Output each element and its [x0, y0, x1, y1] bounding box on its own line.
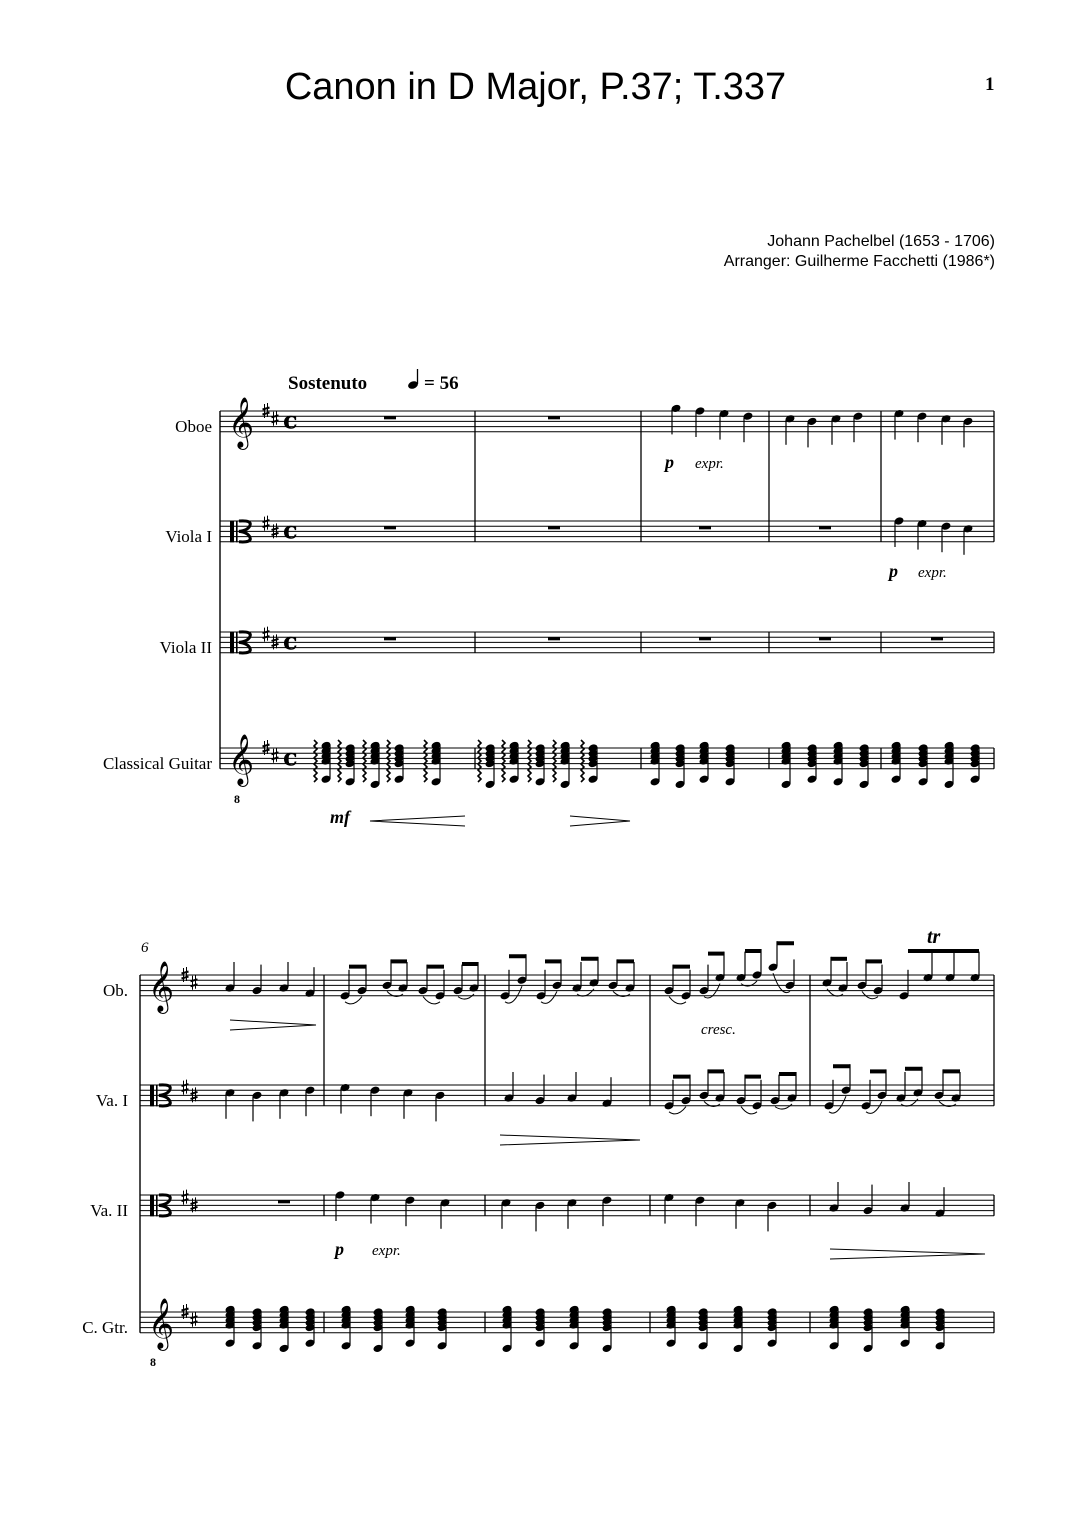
note [340, 1083, 351, 1114]
note [923, 952, 934, 983]
dynamic-mf: mf [330, 807, 350, 827]
note [768, 941, 779, 972]
clef-bar [156, 1195, 158, 1217]
note [370, 1193, 381, 1224]
sharp-stroke [272, 528, 279, 530]
clef-bar [230, 521, 234, 543]
note [567, 1072, 578, 1103]
chord [666, 1305, 677, 1348]
whole-rest-icon [699, 637, 711, 640]
decrescendo-hairpin [830, 1249, 985, 1259]
sharp-icon [263, 516, 270, 531]
common-time-icon: c [283, 626, 298, 656]
instrument-short-guitar: C. Gtr. [82, 1318, 128, 1337]
chord [345, 743, 356, 786]
note [589, 957, 600, 988]
chord [509, 741, 520, 784]
note [831, 414, 842, 445]
sharp-stroke [263, 520, 270, 522]
octave-marker: 8 [150, 1355, 156, 1369]
sharp-stroke [272, 420, 279, 422]
sharp-icon [191, 1312, 198, 1327]
chord [394, 743, 405, 784]
note [715, 952, 726, 983]
sharp-stroke [191, 1316, 198, 1318]
note [715, 1072, 726, 1103]
crescendo-text: cresc. [701, 1022, 736, 1038]
note [305, 967, 316, 998]
note [941, 414, 952, 445]
arpeggio-icon [338, 740, 341, 782]
note [625, 962, 636, 993]
clef-bar [230, 632, 234, 654]
crescendo-hairpin [370, 816, 465, 826]
note [501, 1198, 512, 1229]
sharp-stroke [272, 533, 279, 535]
decrescendo-hairpin [500, 1135, 640, 1145]
sharp-stroke [263, 745, 270, 747]
measure-number: 6 [141, 940, 149, 956]
chord [535, 743, 546, 786]
sharp-icon [272, 748, 279, 763]
note [963, 524, 974, 555]
note [894, 409, 905, 440]
system-2 [140, 941, 994, 1353]
sharp-stroke [272, 415, 279, 417]
sharp-stroke [191, 979, 198, 981]
note [900, 1182, 911, 1213]
system-1 [220, 397, 994, 826]
chord [699, 741, 710, 784]
note [829, 1182, 840, 1213]
note [970, 952, 981, 983]
chord [225, 1305, 236, 1348]
chord [602, 1307, 613, 1353]
note [896, 1072, 907, 1103]
sharp-stroke [263, 408, 270, 410]
treble-clef-icon: 𝄞 [148, 1297, 175, 1349]
sharp-stroke [182, 1089, 189, 1091]
sharp-stroke [191, 1207, 198, 1209]
instrument-name-oboe: Oboe [175, 417, 212, 436]
arpeggio-icon [528, 740, 531, 782]
slur [773, 973, 790, 992]
note [735, 1198, 746, 1229]
arpeggio-icon [424, 740, 427, 782]
note [664, 1193, 675, 1224]
note [504, 1072, 515, 1103]
whole-rest-icon [819, 526, 831, 529]
sharp-icon [182, 1080, 189, 1095]
whole-rest-icon [384, 637, 396, 640]
sharp-stroke [263, 413, 270, 415]
sharp-stroke [263, 631, 270, 633]
note [951, 1072, 962, 1103]
note [225, 962, 236, 993]
page-number: 1 [985, 74, 995, 95]
sharp-icon [272, 411, 279, 426]
chord [725, 743, 736, 786]
note [403, 1088, 414, 1119]
chord [373, 1307, 384, 1353]
note [838, 962, 849, 993]
chord [970, 743, 981, 784]
chord [588, 743, 599, 784]
chord [437, 1307, 448, 1350]
clef-bar [150, 1085, 154, 1107]
dynamic-p: p [665, 452, 674, 472]
note [736, 952, 747, 983]
instrument-short-oboe: Ob. [102, 981, 128, 1000]
whole-rest-icon [819, 637, 831, 640]
chord [900, 1305, 911, 1348]
chord [698, 1307, 709, 1350]
arpeggio-icon [478, 740, 481, 782]
slur [458, 994, 474, 999]
whole-rest-icon [548, 637, 560, 640]
whole-rest-icon [548, 416, 560, 419]
sharp-stroke [272, 639, 279, 641]
sharp-stroke [191, 1321, 198, 1323]
chord [675, 743, 686, 789]
note [602, 1077, 613, 1108]
octave-marker: 8 [234, 792, 240, 806]
sharp-stroke [182, 1084, 189, 1086]
tempo-value: = 56 [424, 373, 459, 394]
chord [485, 743, 496, 789]
arpeggio-icon [553, 740, 556, 782]
common-time-icon: c [283, 405, 298, 435]
sharp-stroke [182, 972, 189, 974]
chord [863, 1307, 874, 1353]
note [752, 949, 763, 980]
note [935, 1187, 946, 1218]
chord [935, 1307, 946, 1350]
tempo-note-icon [407, 369, 419, 390]
sharp-stroke [272, 757, 279, 759]
instrument-name-viola-2: Viola II [159, 638, 212, 657]
chord [918, 743, 929, 786]
sharp-stroke [182, 1194, 189, 1196]
common-time-icon: c [283, 515, 298, 545]
note [398, 962, 409, 993]
common-time-icon: c [283, 742, 298, 772]
sharp-icon [191, 975, 198, 990]
note [787, 1072, 798, 1103]
note [913, 1067, 924, 1098]
arpeggio-icon [387, 740, 390, 782]
note [517, 954, 528, 985]
note [785, 414, 796, 445]
note [917, 519, 928, 550]
dynamic-p: p [335, 1239, 344, 1259]
sharp-stroke [272, 644, 279, 646]
note [225, 1088, 236, 1119]
expression-text: expr. [372, 1243, 401, 1259]
expression-text: expr. [695, 456, 724, 472]
decrescendo-hairpin [230, 1020, 316, 1030]
sharp-stroke [182, 1199, 189, 1201]
sharp-stroke [191, 1202, 198, 1204]
dynamic-p: p [889, 561, 898, 581]
note [279, 962, 290, 993]
chord [321, 741, 332, 784]
treble-clef-icon: 𝄞 [228, 733, 255, 785]
chord [891, 741, 902, 784]
sharp-stroke [272, 752, 279, 754]
sharp-stroke [263, 750, 270, 752]
slur [775, 1104, 792, 1109]
score-title: Canon in D Major, P.37; T.337 [284, 66, 787, 108]
composer-credit: Johann Pachelbel (1653 - 1706) [767, 233, 995, 250]
sharp-icon [263, 627, 270, 642]
whole-rest-icon [384, 416, 396, 419]
clef-bar [156, 1085, 158, 1107]
arpeggio-icon [581, 740, 584, 782]
chord [767, 1307, 778, 1348]
whole-rest-icon [278, 1200, 290, 1203]
note [671, 404, 682, 435]
sharp-stroke [191, 984, 198, 986]
sharp-stroke [182, 1309, 189, 1311]
chord [252, 1307, 263, 1350]
sharp-stroke [191, 1097, 198, 1099]
note [841, 1064, 852, 1095]
chord [305, 1307, 316, 1348]
chord [535, 1307, 546, 1348]
sharp-icon [182, 1190, 189, 1205]
decrescendo-hairpin [570, 816, 630, 826]
note [279, 1088, 290, 1119]
note [719, 409, 730, 440]
sharp-stroke [263, 525, 270, 527]
instrument-name-viola-1: Viola I [165, 527, 212, 546]
tempo-label: Sostenuto [288, 373, 368, 394]
treble-clef-icon: 𝄞 [148, 960, 175, 1012]
chord [405, 1305, 416, 1348]
sharp-stroke [191, 1092, 198, 1094]
trill-mark: tr [927, 926, 941, 948]
treble-clef-icon: 𝄞 [228, 396, 255, 448]
note [469, 962, 480, 993]
note [440, 1198, 451, 1229]
whole-rest-icon [548, 526, 560, 529]
clef-bar [236, 632, 238, 654]
clef-bar [150, 1195, 154, 1217]
arpeggio-icon [314, 740, 317, 782]
chord [859, 743, 870, 789]
whole-rest-icon [931, 637, 943, 640]
clef-bar [236, 521, 238, 543]
arranger-credit: Arranger: Guilherme Facchetti (1986*) [723, 253, 995, 270]
sharp-stroke [182, 977, 189, 979]
expression-text: expr. [918, 565, 947, 581]
note [945, 952, 956, 983]
instrument-short-viola-1: Va. I [95, 1091, 128, 1110]
arpeggio-icon [502, 740, 505, 782]
chord [807, 743, 818, 784]
note [567, 1198, 578, 1229]
arpeggio-icon [363, 740, 366, 782]
note [822, 957, 833, 988]
note [572, 962, 583, 993]
sharp-stroke [182, 1314, 189, 1316]
whole-rest-icon [384, 526, 396, 529]
whole-rest-icon [699, 526, 711, 529]
instrument-short-viola-2: Va. II [90, 1201, 128, 1220]
instrument-name-guitar: Classical Guitar [102, 754, 212, 773]
sharp-stroke [263, 636, 270, 638]
